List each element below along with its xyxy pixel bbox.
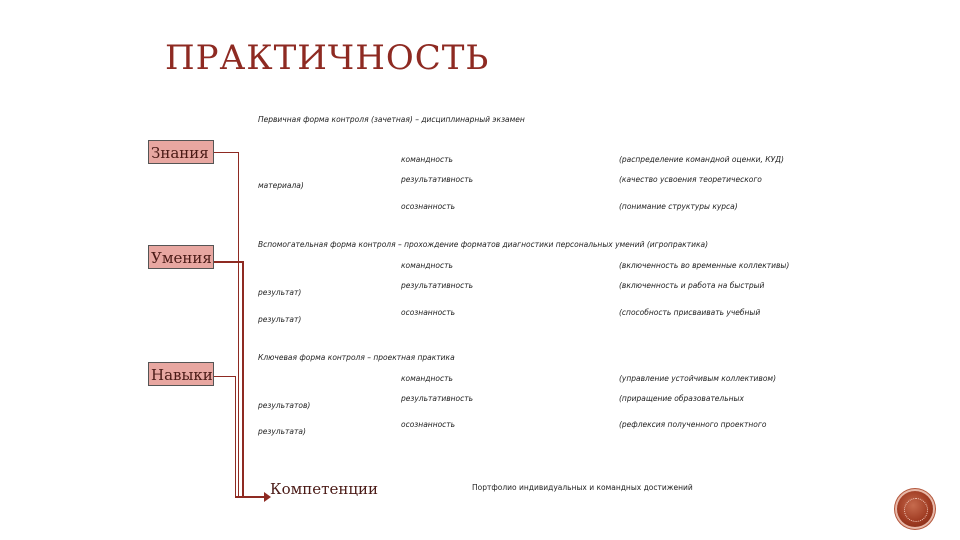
section-heading-skills: Вспомогательная форма контроля – прохождение форматов диагностики персональных умений (игропрактика) xyxy=(258,240,709,249)
box-knowledge: Знания xyxy=(148,140,214,164)
box-skills: Умения xyxy=(148,245,214,269)
row-item: осознанность xyxy=(401,202,456,211)
row-item: результативность xyxy=(401,175,474,184)
box-abilities: Навыки xyxy=(148,362,214,386)
text-fragment: результатов) xyxy=(258,401,311,410)
row-desc: (рефлексия полученного проектного xyxy=(619,420,767,429)
competencies-label: Компетенции xyxy=(270,480,378,498)
row-desc: (управление устойчивым коллективом) xyxy=(619,374,776,383)
row-desc: (понимание структуры курса) xyxy=(619,202,738,211)
text-fragment: результат) xyxy=(258,315,302,324)
row-desc: (распределение командной оценки, КУД) xyxy=(619,155,784,164)
text-fragment: материала) xyxy=(258,181,304,190)
row-item: осознанность xyxy=(401,420,456,429)
row-desc: (включенность и работа на быстрый xyxy=(619,281,765,290)
text-fragment: результата) xyxy=(258,427,306,436)
row-desc: (качество усвоения теоретического xyxy=(619,175,762,184)
connector-line xyxy=(235,496,267,498)
page-title: ПРАКТИЧНОСТЬ xyxy=(165,38,490,78)
connector-line xyxy=(213,376,235,377)
section-heading-knowledge: Первичная форма контроля (зачетная) – дисциплинарный экзамен xyxy=(258,115,525,124)
connector-line xyxy=(238,152,239,497)
row-item: командность xyxy=(401,261,453,270)
connector-line xyxy=(213,261,243,263)
seal-icon xyxy=(897,491,933,527)
seal-ring xyxy=(904,498,928,522)
section-heading-abilities: Ключевая форма контроля – проектная практика xyxy=(258,353,455,362)
row-desc: (приращение образовательных xyxy=(619,394,744,403)
text-fragment: результат) xyxy=(258,288,302,297)
competencies-text: Портфолио индивидуальных и командных достижений xyxy=(472,483,693,492)
connector-line xyxy=(242,261,244,497)
row-item: командность xyxy=(401,155,453,164)
row-item: осознанность xyxy=(401,308,456,317)
row-item: командность xyxy=(401,374,453,383)
row-desc: (способность присваивать учебный xyxy=(619,308,761,317)
row-desc: (включенность во временные коллективы) xyxy=(619,261,790,270)
connector-line xyxy=(213,152,238,153)
row-item: результативность xyxy=(401,394,474,403)
connector-line xyxy=(235,376,236,497)
row-item: результативность xyxy=(401,281,474,290)
